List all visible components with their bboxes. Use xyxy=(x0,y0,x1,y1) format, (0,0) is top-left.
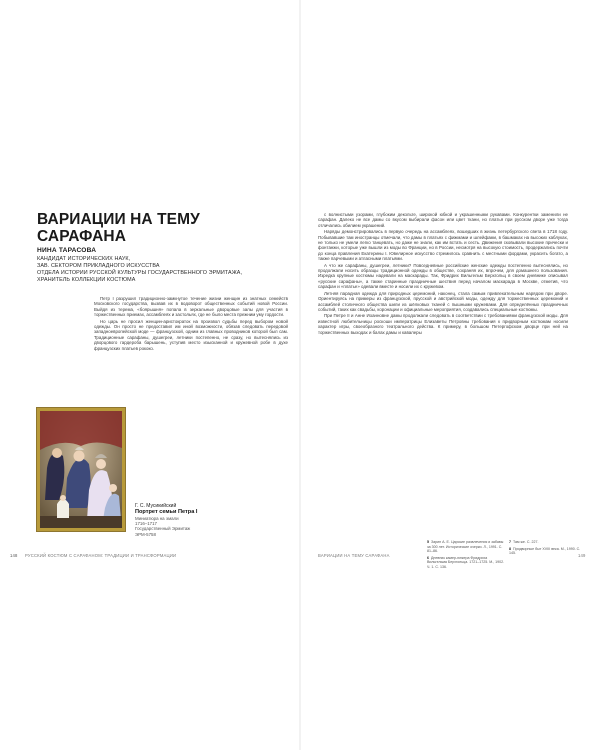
footnote-text: Там же. С. 227. xyxy=(513,540,539,544)
paragraph: Наряды демонстрировались в первую очередь на ассамблеях, вошедших в жизнь петербургского света в 1718 году. Побывавшие там иностранцы отмечали, что дамы в платьях с фижмами и шлейфами, в башмаках на высоких каблуках, не только не умели легко танцевать, но даже не знали, как им встать и сесть. Движения сковывали высокие прически и фонтанжи, которые уже вышли из моды во Франции, но в России, несмотря на высокую стоимость, продержались почти до конца правления Екатерины I. Ювелирное искусство стремилось сравнить с местными фордами, украсить богато, а также парчевыми и атласными платьями. xyxy=(318,229,568,262)
article-author: НИНА ТАРАСОВА xyxy=(37,247,97,254)
paragraph: Петр I разрушил традиционно-замкнутое течение жизни женщин из знатных семейств Московского государства, вызвав их в водоворот общественных событий новой России. Выйдя из терема, «боярышня» попала в зеркальные дворцовые залы для участия в торжественных приемах, ассамблеях и застольях, где не было места прежним уму гордости. xyxy=(94,296,288,318)
caption-line: Государственный Эрмитаж xyxy=(135,526,191,532)
footnote-number: 7 xyxy=(509,540,511,544)
caption-line: Миниатюра на эмали xyxy=(135,515,179,521)
page-number: 149 xyxy=(578,553,586,558)
footnote xyxy=(509,547,587,556)
body-text-right xyxy=(318,212,568,336)
image-caption xyxy=(135,503,235,537)
footer-left xyxy=(10,553,176,558)
miniature-portrait-image xyxy=(36,407,126,532)
footer-right-page xyxy=(578,553,586,558)
footnote-text: Зарин А. Е. Царские развлечения и забавы за 300 лет. Исторические очерки. Л., 1991. С. 81–86. xyxy=(427,540,504,553)
caption-line: 1716–1717 xyxy=(135,521,157,526)
footer-right xyxy=(318,553,390,558)
affiliation-line: ЗАВ. СЕКТОРОМ ПРИКЛАДНОГО ИСКУССТВА xyxy=(37,262,160,269)
miniature-portrait-art xyxy=(37,408,125,531)
page-number: 148 xyxy=(10,553,18,558)
caption-line: ЭРМ-5758 xyxy=(135,531,156,537)
paragraph: А что же сарафаны, душегреи, летники? Повседневные российские женские одежды постепенно вытеснялись, но продолжали носить образцы традиционной одежды в обществе, сохраняя их, впрочем, для домашнего пользования. Изредка крупные костюмы надевали на маскарады. Так, Фридрих Вильгельм Берхгольц в своем дневнике описывал «русские сарафаны», а также старинные праздничные шествия перед началом маскарада в Москве, отметив, что сарафан и «платье» одевали вместе и носили их с кружевом. xyxy=(318,262,568,290)
running-head: РУССКИЙ КОСТЮМ С САРАФАНОМ: ТРАДИЦИИ И ТРАНСФОРМАЦИИ xyxy=(24,553,177,558)
footnote xyxy=(427,540,505,554)
footnote-number: 8 xyxy=(509,546,511,551)
footnote-number: 6 xyxy=(427,555,429,560)
footnote-column xyxy=(509,540,587,558)
affiliation-line: ХРАНИТЕЛЬ КОЛЛЕКЦИИ КОСТЮМА xyxy=(37,276,136,283)
running-head: ВАРИАЦИИ НА ТЕМУ САРАФАНА xyxy=(318,553,390,558)
caption-artist: Г. С. Мусикийский xyxy=(135,503,177,509)
footnote-number: 5 xyxy=(427,540,429,544)
footnote xyxy=(427,556,505,570)
footnote-text: Придворные быт XVIII века. М., 1990. С. 145. xyxy=(509,546,581,555)
right-page xyxy=(300,0,600,750)
affiliation-line: КАНДИДАТ ИСТОРИЧЕСКИХ НАУК, xyxy=(37,256,131,262)
paragraph: При Петре II и Анне Иоанновне дамы продолжали следовать в соответствии с требованиями французской моды. Для известной любительницы роскоши императрицы Елизаветы Петровны требования к придворным костюмам носили характер игры, своеобразного театрального действа. К примеру, в большом Петергофском дворце при ней на торжественных выходах и балах дамы и кавалеры xyxy=(318,313,568,335)
body-text-left xyxy=(94,296,288,352)
affiliation-line: ОТДЕЛА ИСТОРИИ РУССКОЙ КУЛЬТУРЫ ГОСУДАРСТВЕННОГО ЭРМИТАЖА, xyxy=(37,269,243,276)
footnote-text: Дневник камер-юнкера Фридриха Вильгельма Берхгольца. 1721–1725. М., 1902. Ч. 1. С. 136. xyxy=(427,555,505,569)
paragraph: Летняя парадная одежда для природных церемоний, наконец, стала самым привлекательным нарядом при дворе. Ориентируясь на примеры из французской, прусской и австрийской моды, одежду для торжественных церемоний и ассамблей столичного общества шили из шёлковых тканей с пышными кружевами. Для определённых праздничных событий, таких как свадьбы, коронации и официальные мероприятия, создавались специальные костюмы. xyxy=(318,290,568,312)
paragraph: с волнистыми узорами, глубоким декольте, широкой юбкой и украшенными рукавами. Конкурентки заменили не сарафан. Далеко не все дамы со вкусом выбирали фасон или цвет ткани, но платья при русском дворе уже тогда отличались обилием украшений. xyxy=(318,212,568,228)
article-title: ВАРИАЦИИ НА ТЕМУ САРАФАНА xyxy=(37,211,200,245)
footnote xyxy=(509,540,587,545)
footnote-column xyxy=(427,540,505,571)
paragraph: Но царь не просил женщин-аристократок на произвол судьбы перед выбором новой одежды. Он просто не предоставил им иной возможности, обязав следовать передовой западноевропейской моде — французской, одним из главных проводников которой был сам. Традиционные сарафаны, душегреи, летники постепенно, не сразу, но вытеснялись из дворцового гардероба барышень, уступив место изысканной и кружевной робе в духе французских платьев рококо. xyxy=(94,318,288,351)
caption-title: Портрет семьи Петра I xyxy=(135,509,198,515)
footnotes xyxy=(427,540,587,590)
author-affiliation xyxy=(37,256,287,284)
